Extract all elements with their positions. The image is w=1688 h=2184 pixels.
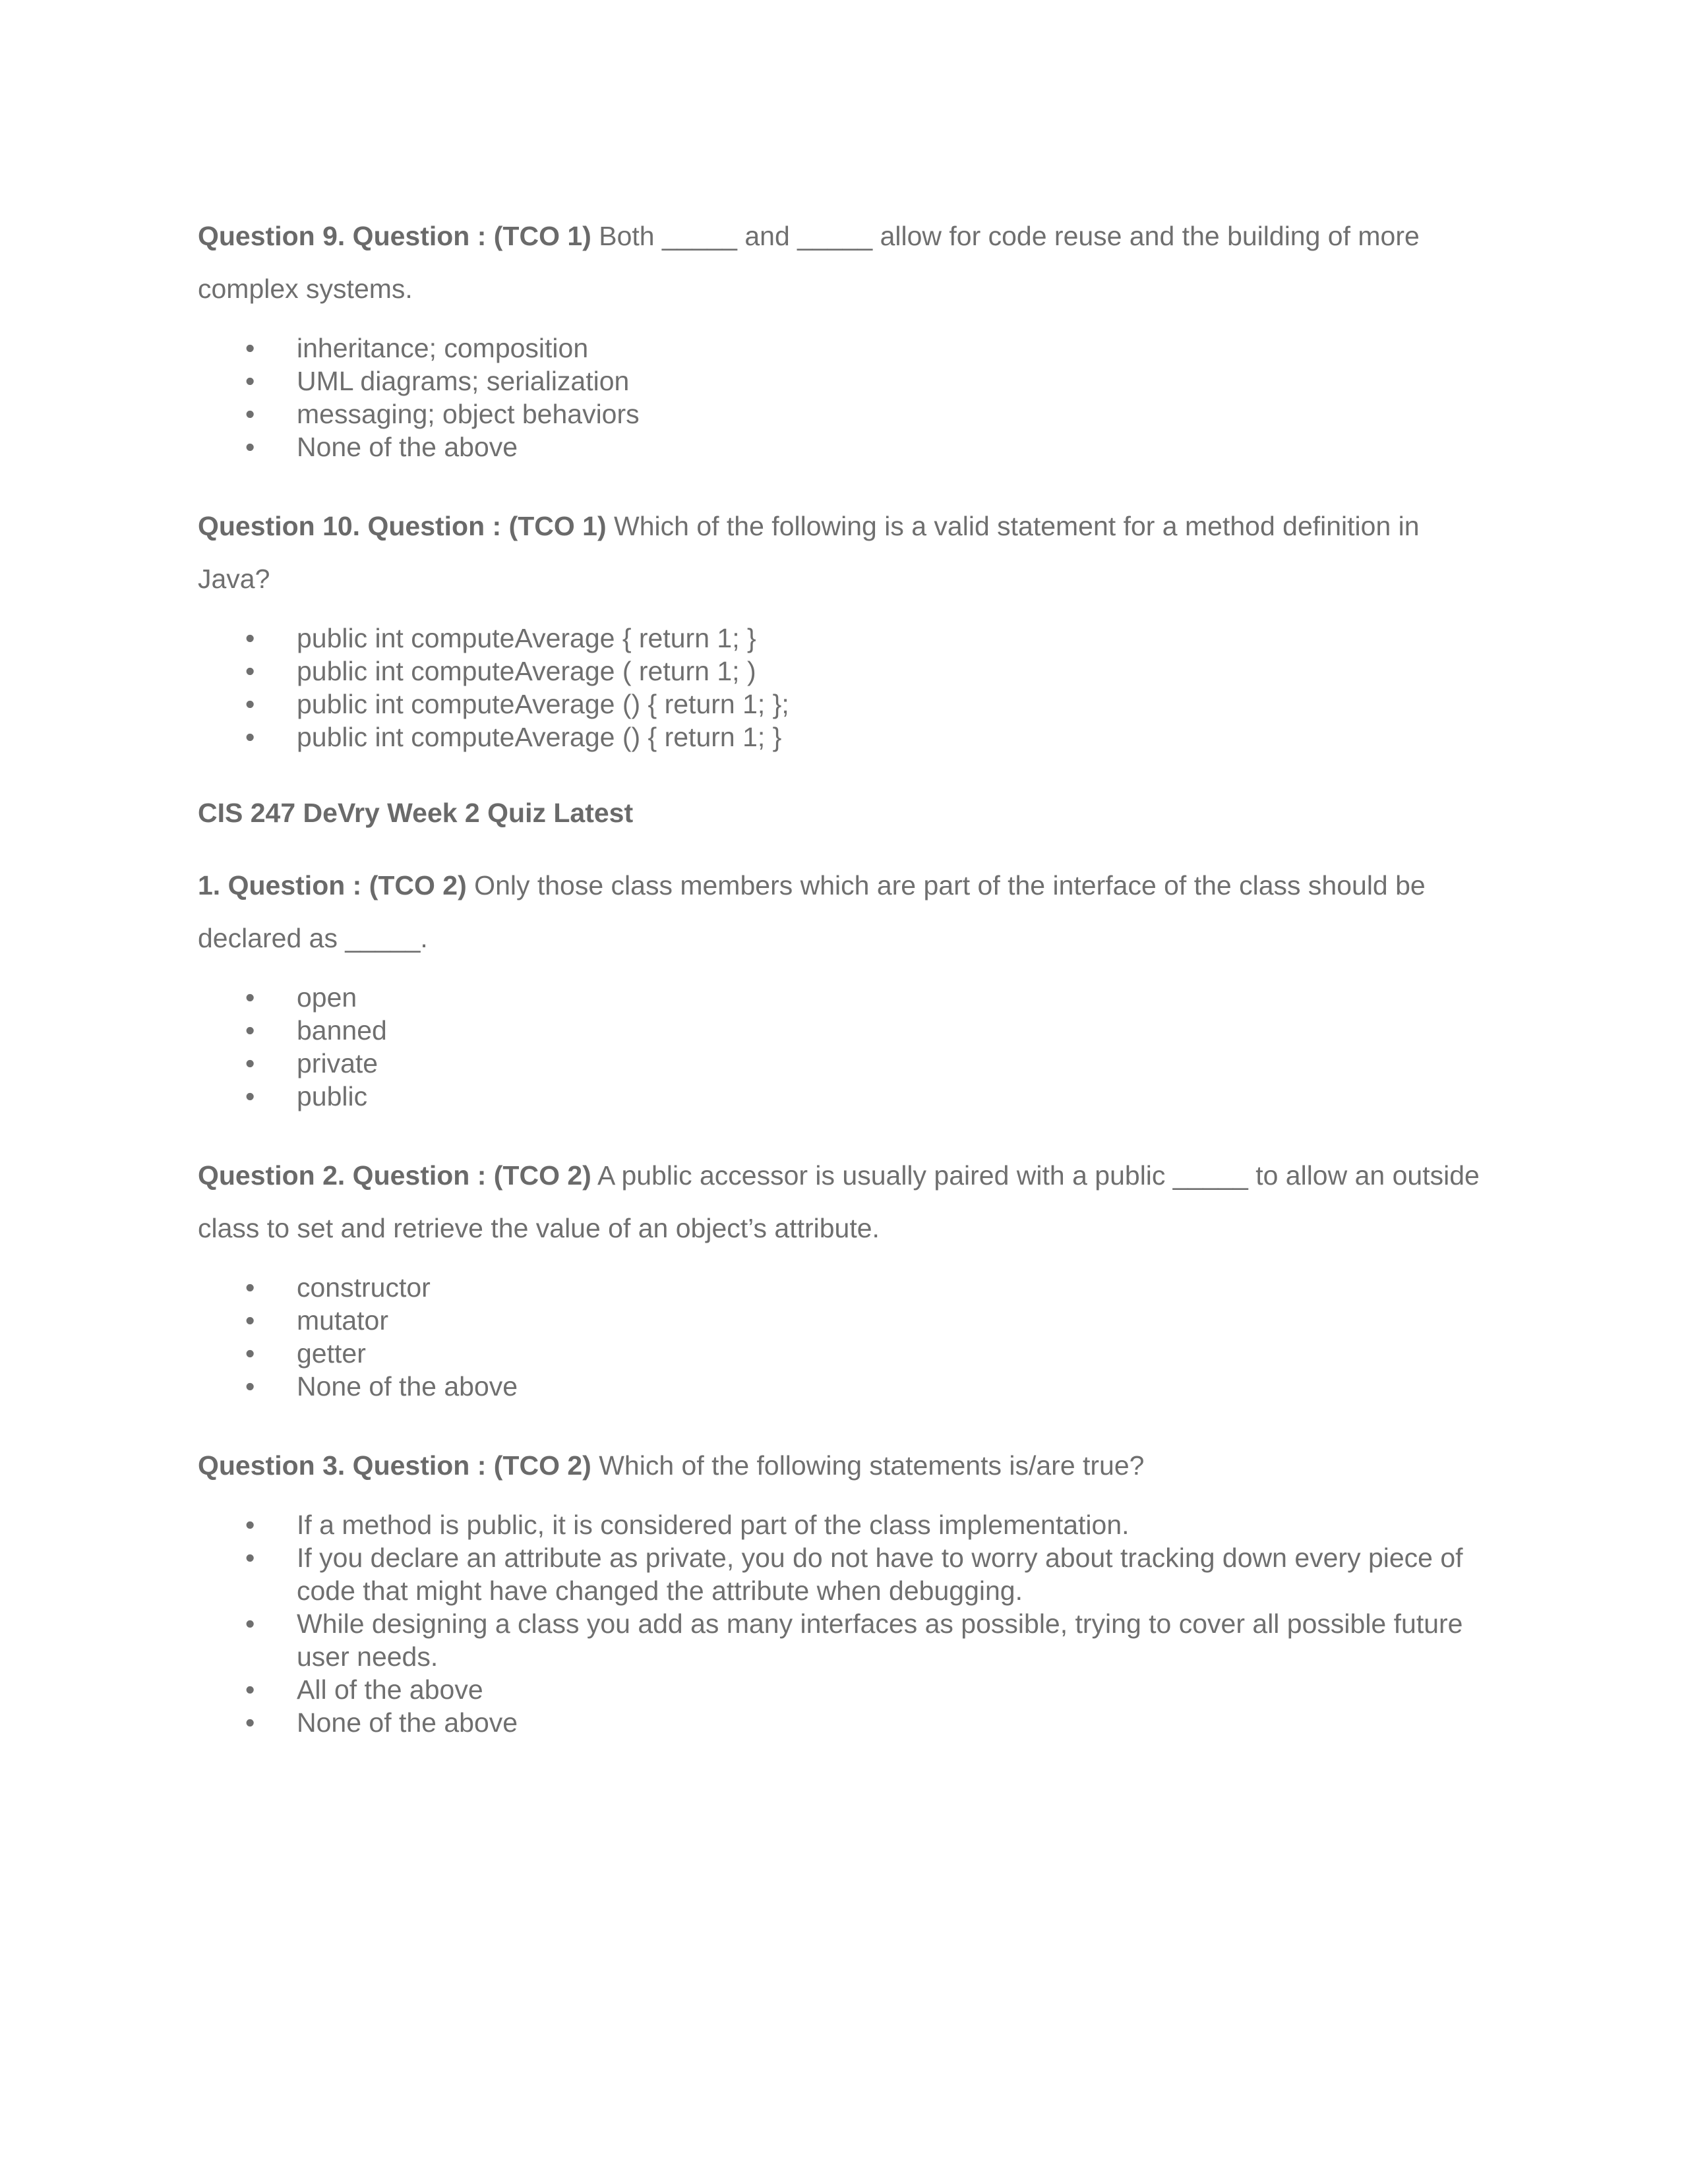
option-item: • constructor	[245, 1272, 431, 1303]
bullet-icon: •	[245, 1674, 255, 1705]
week2-question-1	[198, 859, 1490, 964]
bullet-icon: •	[245, 1338, 255, 1369]
option-item: • getter	[245, 1338, 366, 1369]
question-9	[198, 210, 1490, 315]
option-item: • open	[245, 982, 357, 1013]
option-item: • None of the above	[245, 1707, 518, 1738]
bullet-icon: •	[245, 1371, 255, 1402]
bullet-icon: •	[245, 689, 255, 719]
question-9-label: Question : (TCO 1)	[352, 221, 591, 251]
week2-question-3-label: Question : (TCO 2)	[352, 1450, 591, 1481]
bullet-icon: •	[245, 623, 255, 653]
question-10-text: Which of the following is a valid statement for a method definition in Java?	[198, 511, 1420, 594]
week2-question-2-number: Question 2.	[198, 1160, 346, 1191]
question-9-options	[198, 332, 1490, 463]
option-item: • None of the above	[245, 1371, 518, 1402]
document-page	[198, 210, 1490, 1739]
option-item: • If you declare an attribute as private, you do not have to worry about tracking down every piece of code that might have changed the attribute when debugging.	[245, 1543, 1463, 1606]
question-9-number: Question 9.	[198, 221, 346, 251]
option-item: • public int computeAverage { return 1; }	[245, 623, 756, 653]
bullet-icon: •	[245, 1305, 255, 1336]
bullet-icon: •	[245, 366, 255, 396]
question-10-options	[198, 622, 1490, 753]
bullet-icon: •	[245, 333, 255, 363]
option-item: • public int computeAverage ( return 1; )	[245, 656, 756, 686]
option-item: • None of the above	[245, 432, 518, 462]
option-item: • All of the above	[245, 1674, 483, 1705]
week2-question-2-label: Question : (TCO 2)	[352, 1160, 591, 1191]
bullet-icon: •	[245, 432, 255, 462]
option-item: • public int computeAverage () { return 1; }	[245, 722, 782, 752]
bullet-icon: •	[245, 1707, 255, 1738]
question-10	[198, 500, 1490, 605]
week2-question-2-text: A public accessor is usually paired with a public _____ to allow an outside class to set and retrieve the value of an object’s attribute.	[198, 1160, 1480, 1243]
question-10-number: Question 10.	[198, 511, 361, 541]
bullet-icon: •	[245, 1081, 255, 1111]
option-item: • UML diagrams; serialization	[245, 366, 630, 396]
question-10-label: Question : (TCO 1)	[367, 511, 607, 541]
week2-question-2-options	[198, 1271, 1490, 1403]
option-item: • mutator	[245, 1305, 388, 1336]
bullet-icon: •	[245, 656, 255, 686]
bullet-icon: •	[245, 1015, 255, 1046]
option-item: • public	[245, 1081, 368, 1111]
bullet-icon: •	[245, 1608, 255, 1639]
bullet-icon: •	[245, 1272, 255, 1303]
option-item: • public int computeAverage () { return 1; };	[245, 689, 789, 719]
option-item: • messaging; object behaviors	[245, 399, 640, 429]
bullet-icon: •	[245, 1510, 255, 1540]
week2-question-1-text: Only those class members which are part of the interface of the class should be declared as _____.	[198, 870, 1426, 953]
week2-question-1-number: 1.	[198, 870, 221, 900]
option-item: • inheritance; composition	[245, 333, 589, 363]
section-title: CIS 247 DeVry Week 2 Quiz Latest	[198, 798, 634, 828]
option-item: • private	[245, 1048, 378, 1078]
bullet-icon: •	[245, 982, 255, 1013]
bullet-icon: •	[245, 399, 255, 429]
week2-question-3	[198, 1439, 1490, 1492]
week2-question-2	[198, 1149, 1490, 1254]
week2-question-1-label: Question : (TCO 2)	[227, 870, 467, 900]
option-item: • If a method is public, it is considered part of the class implementation.	[245, 1510, 1130, 1540]
question-9-text: Both _____ and _____ allow for code reuse and the building of more complex systems.	[198, 221, 1420, 304]
bullet-icon: •	[245, 722, 255, 752]
week2-question-3-options	[198, 1508, 1490, 1739]
option-item: • While designing a class you add as many interfaces as possible, trying to cover all possible future user needs.	[245, 1608, 1463, 1672]
week2-question-1-options	[198, 981, 1490, 1113]
bullet-icon: •	[245, 1543, 255, 1573]
week2-question-3-text: Which of the following statements is/are true?	[599, 1450, 1145, 1481]
option-item: • banned	[245, 1015, 387, 1046]
week2-question-3-number: Question 3.	[198, 1450, 346, 1481]
bullet-icon: •	[245, 1048, 255, 1078]
